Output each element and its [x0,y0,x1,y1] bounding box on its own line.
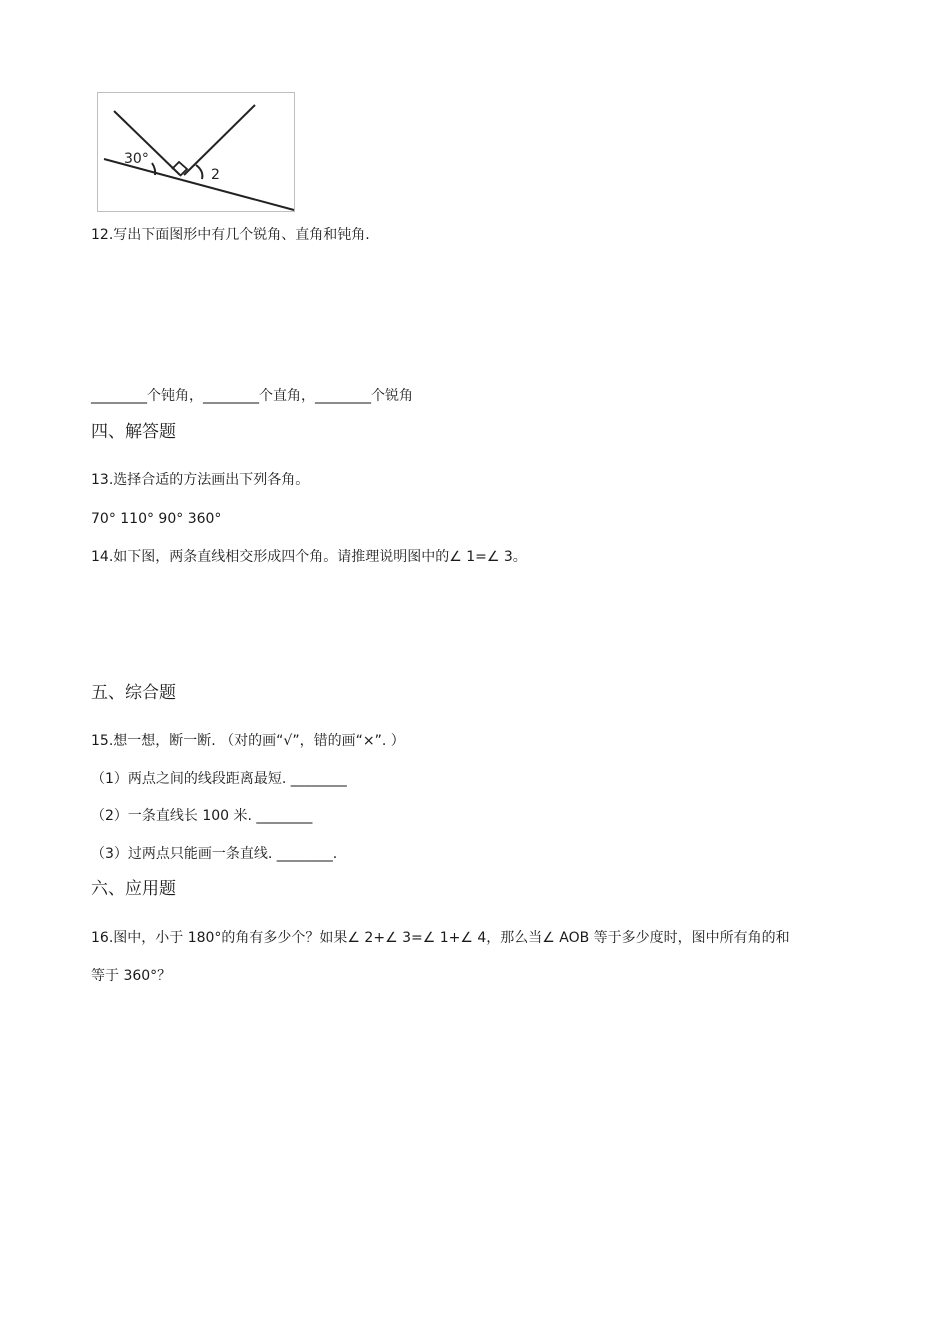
q15-item3: （3）过两点只能画一条直线. ________. [91,846,338,862]
q14-question: 14.如下图，两条直线相交形成四个角。请推理说明图中的∠ 1=∠ 3。 [91,549,527,565]
q16-line1: 16.图中，小于 180°的角有多少个？如果∠ 2+∠ 3=∠ 1+∠ 4，那么当∠ AOB 等于多少度时，图中所有角的和 [91,930,790,946]
q13-question: 13.选择合适的方法画出下列各角。 [91,472,310,488]
section4-title: 四、解答题 [91,422,176,442]
angle-diagram [98,93,296,213]
section6-title: 六、应用题 [91,879,176,899]
q15-question: 15.想一想，断一断. （对的画“√”，错的画“×”. ） [91,733,405,749]
q15-item1: （1）两点之间的线段距离最短. ________ [91,771,347,787]
section5-title: 五、综合题 [91,683,176,703]
q12-question: 12.写出下面图形中有几个锐角、直角和钝角. [91,227,370,243]
arc-2 [196,165,202,179]
q13-angles: 70° 110° 90° 360° [91,511,222,527]
q12-answer-line: ________个钝角，________个直角，________个锐角 [91,388,413,404]
label-2: 2 [211,167,220,183]
angle-figure [97,92,295,212]
q15-item2: （2）一条直线长 100 米. ________ [91,808,313,824]
right-ray [184,105,255,175]
label-30: 30° [124,151,149,167]
q16-line2: 等于 360°？ [91,968,172,984]
